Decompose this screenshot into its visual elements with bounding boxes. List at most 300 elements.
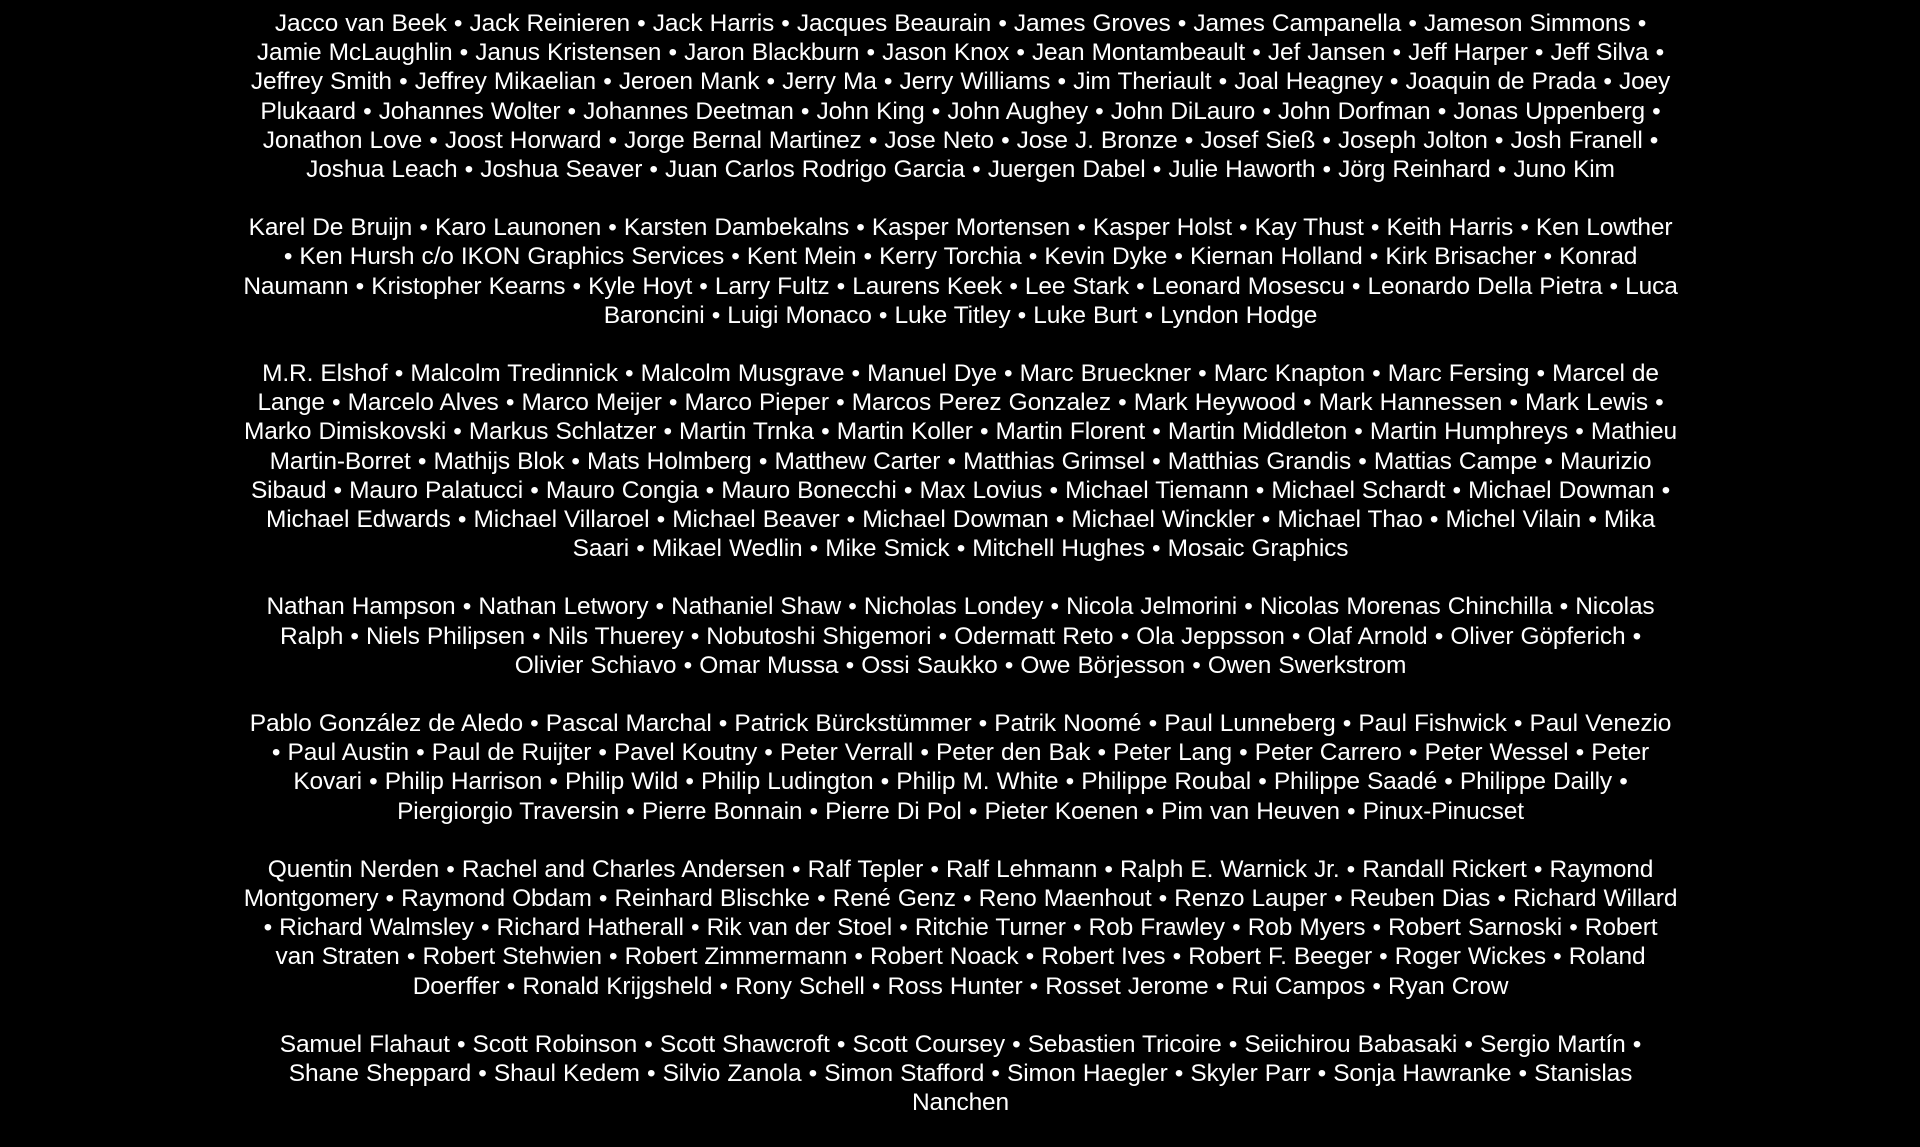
contributor-name: Raymond Obdam xyxy=(401,885,592,913)
contributor-name: Robert Sarnoski xyxy=(1388,914,1563,942)
contributor-name: Martin Florent xyxy=(995,418,1146,446)
name-separator: • xyxy=(1322,126,1331,154)
name-separator: • xyxy=(1148,710,1158,738)
contributor-name: Maurizio Sibaud xyxy=(250,447,1652,504)
credits-group-q-r xyxy=(243,855,1678,1001)
name-separator: • xyxy=(668,39,677,67)
contributor-name: Reinhard Blischke xyxy=(614,885,810,913)
name-separator: • xyxy=(1372,360,1381,388)
name-separator: • xyxy=(1065,768,1075,796)
contributor-name: Martin Koller xyxy=(836,418,973,446)
contributor-name: Olaf Arnold xyxy=(1307,622,1428,650)
contributor-name: Seiichirou Babasaki xyxy=(1244,1030,1458,1058)
contributor-name: Leonard Mosescu xyxy=(1151,272,1345,300)
contributor-name: Jörg Reinhard xyxy=(1338,156,1491,184)
contributor-name: Nicola Jelmorini xyxy=(1066,593,1238,621)
name-separator: • xyxy=(1152,418,1161,446)
name-separator: • xyxy=(764,739,773,767)
contributor-name: Nathaniel Shaw xyxy=(671,593,842,621)
name-separator: • xyxy=(1172,943,1182,971)
name-separator: • xyxy=(406,943,416,971)
contributor-name: Philip Harrison xyxy=(384,768,543,796)
name-separator: • xyxy=(1437,97,1447,125)
name-separator: • xyxy=(1553,943,1562,971)
contributor-name: Richard Hatherall xyxy=(496,914,684,942)
credits-group-n-o xyxy=(243,592,1678,680)
name-separator: • xyxy=(979,418,989,446)
contributor-name: Jorge Bernal Martinez xyxy=(624,126,862,154)
contributor-name: Quentin Nerden xyxy=(267,855,440,883)
contributor-name: Kristopher Kearns xyxy=(371,272,566,300)
name-separator: • xyxy=(1619,768,1628,796)
contributor-name: Pierre Bonnain xyxy=(641,797,803,825)
contributor-name: Matthew Carter xyxy=(774,447,941,475)
name-separator: • xyxy=(399,68,408,96)
contributor-name: Robert F. Beeger xyxy=(1188,943,1372,971)
contributor-name: Ken Lowther xyxy=(1535,214,1673,242)
contributor-name: Peter Wessel xyxy=(1424,739,1569,767)
contributor-name: Kasper Mortensen xyxy=(871,214,1071,242)
contributor-name: Philippe Dailly xyxy=(1459,768,1613,796)
contributor-name: Simon Stafford xyxy=(824,1060,985,1088)
contributor-name: Marcel de Lange xyxy=(257,360,1659,417)
contributor-name: Nils Thuerey xyxy=(547,622,684,650)
contributor-name: Michael Edwards xyxy=(265,506,451,534)
contributor-name: Jef Jansen xyxy=(1267,39,1386,67)
contributor-name: Jameson Simmons xyxy=(1423,10,1631,37)
contributor-name: Mauro Bonecchi xyxy=(721,476,897,504)
contributor-name: Luca Baroncini xyxy=(603,272,1678,329)
contributor-name: Malcolm Tredinnick xyxy=(410,360,618,388)
name-separator: • xyxy=(1158,885,1168,913)
contributor-name: Mathijs Blok xyxy=(433,447,565,475)
name-separator: • xyxy=(1346,797,1356,825)
contributor-name: Jose Neto xyxy=(884,126,994,154)
name-separator: • xyxy=(1661,476,1671,504)
name-separator: • xyxy=(429,126,438,154)
name-separator: • xyxy=(1389,68,1399,96)
contributor-name: René Genz xyxy=(832,885,956,913)
name-separator: • xyxy=(598,885,608,913)
name-separator: • xyxy=(1575,739,1585,767)
contributor-name: Owe Börjesson xyxy=(1020,651,1186,679)
name-separator: • xyxy=(1632,622,1642,650)
contributor-name: Sebastien Tricoire xyxy=(1027,1030,1222,1058)
name-separator: • xyxy=(355,272,365,300)
contributor-name: Jeff Silva xyxy=(1550,39,1649,67)
contributor-name: Joal Heagney xyxy=(1234,68,1383,96)
name-separator: • xyxy=(781,10,790,37)
name-separator: • xyxy=(705,476,715,504)
name-separator: • xyxy=(947,447,956,475)
contributor-name: Robert van Straten xyxy=(275,914,1658,971)
name-separator: • xyxy=(1317,1060,1327,1088)
contributor-name: Keith Harris xyxy=(1386,214,1514,242)
name-separator: • xyxy=(1429,506,1439,534)
name-separator: • xyxy=(644,1030,653,1058)
contributor-name: Matthias Grandis xyxy=(1167,447,1352,475)
contributor-name: Jack Reinieren xyxy=(469,10,630,37)
name-separator: • xyxy=(868,126,878,154)
contributor-name: Philip M. White xyxy=(896,768,1059,796)
contributor-name: Rik van der Stoel xyxy=(706,914,893,942)
name-separator: • xyxy=(453,418,462,446)
name-separator: • xyxy=(1017,301,1027,329)
name-separator: • xyxy=(1144,301,1153,329)
name-separator: • xyxy=(1001,126,1010,154)
name-separator: • xyxy=(836,272,846,300)
name-separator: • xyxy=(608,126,617,154)
contributor-name: Paul Venezio xyxy=(1529,710,1672,738)
name-separator: • xyxy=(1152,447,1161,475)
name-separator: • xyxy=(385,885,394,913)
contributor-name: Rachel and Charles Andersen xyxy=(461,855,785,883)
name-separator: • xyxy=(283,243,293,271)
contributor-name: Shaul Kedem xyxy=(493,1060,640,1088)
contributor-name: Pim van Heuven xyxy=(1161,797,1340,825)
name-separator: • xyxy=(549,768,558,796)
name-separator: • xyxy=(1609,272,1618,300)
name-separator: • xyxy=(1569,914,1578,942)
contributor-name: Mark Lewis xyxy=(1525,389,1648,417)
contributor-name: Michel Vilain xyxy=(1445,506,1582,534)
name-separator: • xyxy=(1497,156,1507,184)
name-separator: • xyxy=(878,301,888,329)
name-separator: • xyxy=(532,622,541,650)
name-separator: • xyxy=(903,476,913,504)
contributor-name: Michael Schardt xyxy=(1271,476,1446,504)
contributor-name: Oliver Göpferich xyxy=(1450,622,1626,650)
name-separator: • xyxy=(1120,622,1129,650)
contributor-name: Paul Austin xyxy=(287,739,409,767)
name-separator: • xyxy=(1392,39,1401,67)
contributor-name: Simon Haegler xyxy=(1007,1060,1168,1088)
contributor-name: Reno Maenhout xyxy=(978,885,1152,913)
contributor-name: Lee Stark xyxy=(1024,272,1129,300)
name-separator: • xyxy=(808,1060,818,1088)
contributor-name: Luke Burt xyxy=(1033,301,1138,329)
contributor-name: Niels Philipsen xyxy=(366,622,525,650)
name-separator: • xyxy=(1632,1030,1642,1058)
contributor-name: Matthias Grimsel xyxy=(963,447,1145,475)
name-separator: • xyxy=(626,797,635,825)
name-separator: • xyxy=(962,885,972,913)
contributor-name: John King xyxy=(816,97,925,125)
contributor-name: Max Lovius xyxy=(919,476,1043,504)
credits-group-j xyxy=(243,9,1678,184)
contributor-name: Ola Jeppsson xyxy=(1136,622,1285,650)
contributor-name: Paul Lunneberg xyxy=(1164,710,1336,738)
contributor-name: James Campanella xyxy=(1193,10,1402,37)
contributor-name: Jean Montambeault xyxy=(1031,39,1246,67)
contributor-name: Joshua Leach xyxy=(306,156,458,184)
name-separator: • xyxy=(836,1030,846,1058)
name-separator: • xyxy=(456,1030,466,1058)
contributor-name: Skyler Parr xyxy=(1190,1060,1311,1088)
contributor-name: Rob Myers xyxy=(1247,914,1366,942)
name-separator: • xyxy=(845,651,855,679)
name-separator: • xyxy=(1322,156,1331,184)
contributor-name: Jose J. Bronze xyxy=(1016,126,1178,154)
contributor-name: Joey Plukaard xyxy=(260,68,1671,125)
credits-group-m xyxy=(243,359,1678,563)
contributor-name: Mauro Palatucci xyxy=(349,476,524,504)
name-separator: • xyxy=(609,943,618,971)
contributor-name: Laurens Keek xyxy=(852,272,1003,300)
name-separator: • xyxy=(1025,943,1035,971)
contributor-name: Ossi Saukko xyxy=(861,651,998,679)
contributor-name: Olivier Schiavo xyxy=(514,651,677,679)
name-separator: • xyxy=(1543,243,1552,271)
name-separator: • xyxy=(1408,10,1417,37)
credits-list xyxy=(243,9,1678,1147)
contributor-name: Kevin Dyke xyxy=(1044,243,1168,271)
contributor-name: Mike Smick xyxy=(825,535,950,563)
name-separator: • xyxy=(1232,914,1241,942)
contributor-name: Michael Beaver xyxy=(672,506,840,534)
name-separator: • xyxy=(1174,243,1183,271)
name-separator: • xyxy=(608,214,617,242)
contributor-name: Robert Stehwien xyxy=(422,943,602,971)
contributor-name: Jacco van Beek xyxy=(274,10,447,37)
contributor-name: Martin Humphreys xyxy=(1369,418,1569,446)
contributor-name: Richard Willard xyxy=(1512,885,1678,913)
contributor-name: Pascal Marchal xyxy=(545,710,712,738)
name-separator: • xyxy=(1184,126,1194,154)
contributor-name: Luke Titley xyxy=(894,301,1011,329)
name-separator: • xyxy=(350,622,359,650)
contributor-name: Raymond Montgomery xyxy=(243,855,1654,913)
contributor-name: Joseph Jolton xyxy=(1337,126,1488,154)
contributor-name: Luigi Monaco xyxy=(727,301,872,329)
contributor-name: Jeff Harper xyxy=(1408,39,1528,67)
name-separator: • xyxy=(848,593,857,621)
contributor-name: Malcolm Musgrave xyxy=(640,360,845,388)
name-separator: • xyxy=(480,914,490,942)
name-separator: • xyxy=(1262,97,1271,125)
name-separator: • xyxy=(1228,1030,1238,1058)
name-separator: • xyxy=(1097,739,1106,767)
name-separator: • xyxy=(866,39,875,67)
contributor-name: Scott Robinson xyxy=(472,1030,638,1058)
name-separator: • xyxy=(920,739,929,767)
name-separator: • xyxy=(836,389,845,417)
name-separator: • xyxy=(1637,10,1647,37)
name-separator: • xyxy=(972,156,981,184)
name-separator: • xyxy=(690,914,700,942)
contributor-name: Joaquin de Prada xyxy=(1405,68,1597,96)
name-separator: • xyxy=(1077,214,1086,242)
contributor-name: Kirk Brisacher xyxy=(1385,243,1537,271)
contributor-name: Paul de Ruijter xyxy=(431,739,592,767)
name-separator: • xyxy=(1258,768,1267,796)
name-separator: • xyxy=(1534,39,1544,67)
name-separator: • xyxy=(332,389,341,417)
contributor-name: Scott Coursey xyxy=(852,1030,1005,1058)
name-separator: • xyxy=(1370,214,1380,242)
name-separator: • xyxy=(603,68,612,96)
contributor-name: Ross Hunter xyxy=(887,972,1023,1000)
name-separator: • xyxy=(464,156,474,184)
name-separator: • xyxy=(1346,855,1356,883)
name-separator: • xyxy=(758,447,768,475)
contributor-name: Philip Wild xyxy=(565,768,679,796)
name-separator: • xyxy=(683,651,693,679)
contributor-name: Rob Frawley xyxy=(1088,914,1225,942)
name-separator: • xyxy=(453,10,463,37)
contributor-name: John Dorfman xyxy=(1277,97,1431,125)
contributor-name: Sonja Hawranke xyxy=(1333,1060,1512,1088)
contributor-name: Mosaic Graphics xyxy=(1167,535,1349,563)
name-separator: • xyxy=(647,1060,656,1088)
name-separator: • xyxy=(880,768,890,796)
contributor-name: Michael Tiemann xyxy=(1065,476,1249,504)
contributor-name: Ralf Tepler xyxy=(807,855,924,883)
credits-group-k-l xyxy=(243,213,1678,330)
name-separator: • xyxy=(792,855,801,883)
contributor-name: Mikael Wedlin xyxy=(651,535,803,563)
name-separator: • xyxy=(506,972,516,1000)
name-separator: • xyxy=(1372,972,1381,1000)
name-separator: • xyxy=(263,914,272,942)
contributor-name: Philip Ludington xyxy=(701,768,874,796)
name-separator: • xyxy=(1369,243,1379,271)
name-separator: • xyxy=(1575,418,1584,446)
name-separator: • xyxy=(446,855,455,883)
credits-group-p xyxy=(243,709,1678,826)
contributor-name: Kay Thust xyxy=(1254,214,1364,242)
contributor-name: Johannes Wolter xyxy=(378,97,561,125)
name-separator: • xyxy=(809,535,819,563)
contributor-name: Rui Campos xyxy=(1231,972,1366,1000)
contributor-name: Renzo Lauper xyxy=(1174,885,1327,913)
name-separator: • xyxy=(1444,768,1453,796)
name-separator: • xyxy=(1603,68,1612,96)
name-separator: • xyxy=(1334,885,1343,913)
name-separator: • xyxy=(1072,914,1082,942)
name-separator: • xyxy=(663,418,672,446)
contributor-name: Julie Haworth xyxy=(1168,156,1316,184)
contributor-name: Omar Mussa xyxy=(699,651,839,679)
contributor-name: Martin Middleton xyxy=(1167,418,1348,446)
contributor-name: Joshua Seaver xyxy=(480,156,643,184)
contributor-name: Mats Holmberg xyxy=(587,447,752,475)
name-separator: • xyxy=(1261,506,1271,534)
name-separator: • xyxy=(625,360,634,388)
name-separator: • xyxy=(1029,972,1039,1000)
name-separator: • xyxy=(417,447,427,475)
contributor-name: Jim Theriault xyxy=(1073,68,1212,96)
contributor-name: Kyle Hoyt xyxy=(588,272,693,300)
name-separator: • xyxy=(998,10,1007,37)
name-separator: • xyxy=(1095,97,1104,125)
name-separator: • xyxy=(1652,97,1661,125)
name-separator: • xyxy=(416,739,425,767)
name-separator: • xyxy=(1218,68,1228,96)
contributor-name: Peter Lang xyxy=(1113,739,1232,767)
contributor-name: Juno Kim xyxy=(1513,156,1615,184)
contributor-name: Odermatt Reto xyxy=(954,622,1114,650)
contributor-name: Pavel Koutny xyxy=(613,739,758,767)
contributor-name: Ralph E. Warnick Jr. xyxy=(1119,855,1340,883)
name-separator: • xyxy=(883,68,893,96)
contributor-name: Karsten Dambekalns xyxy=(623,214,850,242)
name-separator: • xyxy=(637,10,646,37)
name-separator: • xyxy=(1358,447,1367,475)
name-separator: • xyxy=(1174,1060,1184,1088)
contributor-name: Randall Rickert xyxy=(1362,855,1527,883)
name-separator: • xyxy=(1354,418,1363,446)
name-separator: • xyxy=(1016,39,1025,67)
name-separator: • xyxy=(1252,39,1261,67)
name-separator: • xyxy=(1104,855,1113,883)
name-separator: • xyxy=(690,622,700,650)
name-separator: • xyxy=(363,97,372,125)
name-separator: • xyxy=(1520,214,1529,242)
contributor-name: Pierre Di Pol xyxy=(825,797,962,825)
name-separator: • xyxy=(1649,126,1659,154)
contributor-name: Leonardo Della Pietra xyxy=(1367,272,1603,300)
contributor-name: Janus Kristensen xyxy=(475,39,662,67)
name-separator: • xyxy=(871,972,881,1000)
contributor-name: Jacques Beaurain xyxy=(796,10,992,37)
contributor-name: Johannes Deetman xyxy=(583,97,794,125)
name-separator: • xyxy=(856,214,865,242)
name-separator: • xyxy=(333,476,342,504)
contributor-name: Marko Dimiskovski xyxy=(243,418,447,446)
name-separator: • xyxy=(1513,710,1523,738)
name-separator: • xyxy=(1408,739,1418,767)
name-separator: • xyxy=(821,418,830,446)
contributor-name: Mattias Campe xyxy=(1373,447,1538,475)
contributor-name: Jeroen Mank xyxy=(618,68,760,96)
contributor-name: Mika Saari xyxy=(572,506,1656,563)
contributor-name: M.R. Elshof xyxy=(262,360,388,388)
name-separator: • xyxy=(1303,389,1312,417)
name-separator: • xyxy=(1588,506,1597,534)
name-separator: • xyxy=(419,214,428,242)
contributor-name: Rony Schell xyxy=(735,972,865,1000)
credits-group-s xyxy=(243,1030,1678,1118)
contributor-name: Peter Carrero xyxy=(1254,739,1402,767)
name-separator: • xyxy=(1434,622,1444,650)
name-separator: • xyxy=(863,243,872,271)
contributor-name: Nicolas Morenas Chinchilla xyxy=(1259,593,1553,621)
contributor-name: Silvio Zanola xyxy=(662,1060,802,1088)
name-separator: • xyxy=(530,476,539,504)
contributor-name: Pieter Koenen xyxy=(984,797,1139,825)
contributor-name: Nicholas Londey xyxy=(863,593,1044,621)
name-separator: • xyxy=(369,768,378,796)
name-separator: • xyxy=(731,243,740,271)
name-separator: • xyxy=(956,535,966,563)
contributor-name: Juergen Dabel xyxy=(987,156,1146,184)
name-separator: • xyxy=(649,156,658,184)
contributor-name: Lyndon Hodge xyxy=(1160,301,1318,329)
contributor-name: Mitchell Hughes xyxy=(972,535,1145,563)
name-separator: • xyxy=(711,301,721,329)
name-separator: • xyxy=(938,622,947,650)
contributor-name: Markus Schlatzer xyxy=(468,418,657,446)
contributor-name: Patrick Bürckstümmer xyxy=(734,710,972,738)
contributor-name: Robert Ives xyxy=(1041,943,1166,971)
contributor-name: Jack Harris xyxy=(652,10,775,37)
name-separator: • xyxy=(1118,389,1127,417)
contributor-name: Jaron Blackburn xyxy=(684,39,860,67)
name-separator: • xyxy=(1351,272,1361,300)
name-separator: • xyxy=(1012,1030,1021,1058)
contributor-name: Mauro Congia xyxy=(545,476,699,504)
